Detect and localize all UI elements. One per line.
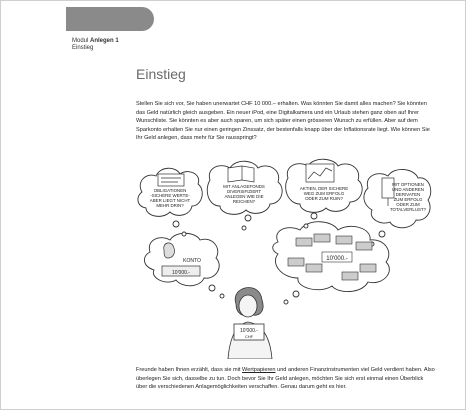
woman-small-icon <box>164 243 175 258</box>
banknote-stack-icon <box>296 238 312 246</box>
module-heading <box>72 38 119 45</box>
stock-chart-icon <box>306 164 334 182</box>
section-name: Einstieg <box>72 45 94 51</box>
bubble3-line2: WEG ZUM ERFOLG <box>303 191 345 196</box>
bubble4-line1: MIT OPTIONEN <box>392 182 424 187</box>
woman-face <box>239 295 257 317</box>
intro-paragraph: Stellen Sie sich vor, Sie haben unerwartet CHF 10 000.– erhalten. Was könnten Sie damit alles machen? Sie könnten das Geld natürlich gleich ausgeben. Ein neuer iPod, eine Digitalkamera und ein Urlaub stehen ganz oben auf Ihrer Wunschliste. Sie könnten es aber auch sparen, um sich später einen grösseren Wunsch zu erfüllen. Aber auf dem Sparkonto erhalten Sie nur einen geringen Zinssatz, der bestenfalls knapp über der Inflationsrate liegt. Wie können Sie Ihr Geld anlegen, dass mehr für Sie rausspringt? <box>136 101 430 142</box>
konto-label: KONTO <box>183 258 201 264</box>
outro-paragraph <box>136 366 436 392</box>
header-tab <box>66 7 154 31</box>
bubble4-line2: UND ANDEREN <box>392 187 424 192</box>
bubble3-line3: ODER ZUM RUIN? <box>305 196 343 201</box>
bubble1-line2: -SICHERE WERTE- <box>150 193 190 198</box>
cheque-currency: CHF <box>244 334 254 339</box>
bubble1-line3: ABER LIEGT NICHT <box>149 198 191 203</box>
bubble1-line4: MEHR DRIN? <box>156 203 184 208</box>
module-name: Anlegen 1 <box>90 38 119 44</box>
bubble3-line1: AKTIEN, DER SICHERE <box>299 186 349 191</box>
bubble4-line4: ZUM ERFOLG <box>393 197 423 202</box>
fund-book-icon <box>228 166 254 182</box>
bubble4-line3: DERIVATEN <box>395 192 421 197</box>
konto-amount: 10'000.- <box>172 270 190 276</box>
bubble2-line4: REICHEN? <box>232 199 256 204</box>
bubble2-line1: MIT ANLAGEFONDS <box>223 184 265 189</box>
bubble4-line5: ODER ZUM <box>396 202 420 207</box>
outro-part2: und anderen Finanzinstrumenten viel Geld verdient haben. Also überlegen Sie sich, dasselbe zu tun. Doch bevor Sie Ihr Geld anlegen, möchten Sie sich erst einmal einen Überblick über die verschiedenen Anlagemöglichkeiten verschaffen. Genau darum geht es hier. <box>136 367 435 391</box>
bubble1-line1: OBLIGATIONEN <box>153 188 187 193</box>
konto-bubble <box>144 233 219 286</box>
bubble4-line6: TOTALVERLUST? <box>389 207 427 212</box>
outro-part1: Freunde haben Ihnen erzählt, dass sie mit <box>136 367 243 373</box>
money-amount: 10'000.- <box>326 256 348 262</box>
cheque-amount: 10'000.- <box>240 328 258 334</box>
bond-certificate-icon <box>158 174 184 186</box>
bubble2-line2: DIVERSIFIZIERT <box>226 189 262 194</box>
cartoon-illustration <box>136 154 434 359</box>
module-label: Modul <box>72 38 89 44</box>
bubble2-line3: ANLEGEN WIE DIE <box>224 194 264 199</box>
page-title: Einstieg <box>136 66 186 82</box>
glossary-link-wertpapiere[interactable]: Wertpapieren <box>242 367 276 373</box>
